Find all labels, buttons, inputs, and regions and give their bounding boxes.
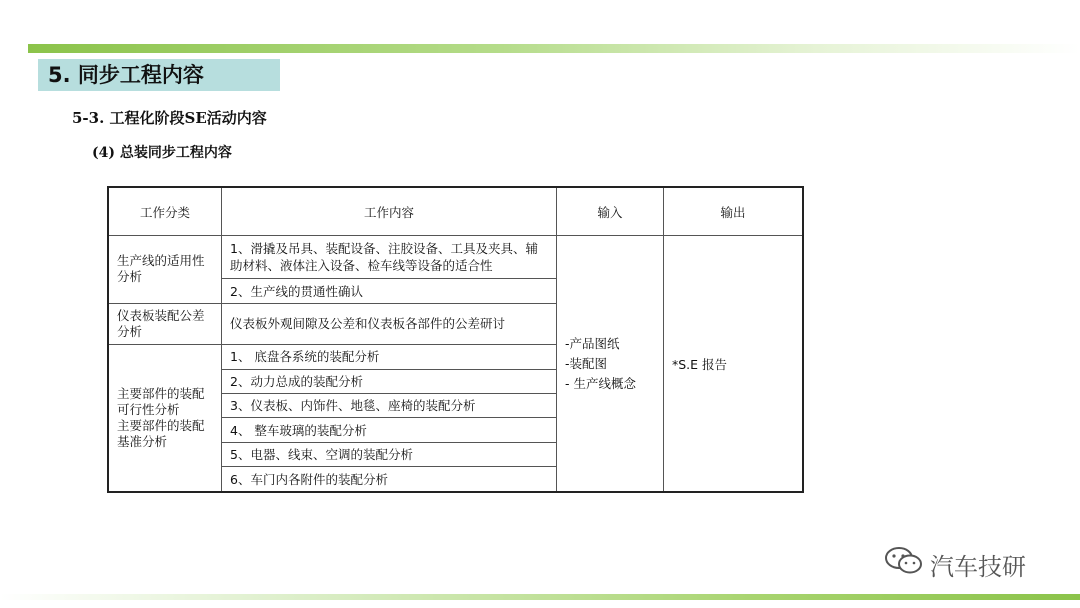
- content-cell: 1、滑撬及吊具、装配设备、注胶设备、工具及夹具、辅助材料、液体注入设备、检车线等设备的适合性: [222, 236, 557, 279]
- category-cell: [108, 345, 222, 492]
- watermark-text: 汽车技研: [930, 552, 1026, 581]
- content-cell: 3、仪表板、内饰件、地毯、座椅的装配分析: [222, 393, 557, 417]
- bottom-accent-bar: [0, 594, 1080, 600]
- watermark: [884, 545, 1026, 583]
- content-cell: 5、电器、线束、空调的装配分析: [222, 442, 557, 466]
- input-cell: [557, 236, 664, 493]
- category-line: 主要部件的装配可行性分析: [117, 386, 205, 418]
- content-cell: 2、生产线的贯通性确认: [222, 279, 557, 303]
- input-item: -产品图纸: [565, 335, 620, 351]
- header-output: 输出: [664, 187, 804, 236]
- header-input: 输入: [557, 187, 664, 236]
- table-header-row: [108, 187, 803, 236]
- input-item: - 生产线概念: [565, 375, 636, 391]
- wechat-icon: [884, 545, 924, 583]
- assembly-se-table: [107, 186, 804, 493]
- subtitle: 5-3. 工程化阶段SE活动内容: [72, 109, 267, 127]
- content-cell: 1、 底盘各系统的装配分析: [222, 345, 557, 369]
- output-cell: *S.E 报告: [664, 236, 804, 493]
- category-cell: 生产线的适用性分析: [108, 236, 222, 304]
- top-accent-bar: [28, 44, 1080, 53]
- content-cell: 2、动力总成的装配分析: [222, 369, 557, 393]
- section-heading: (4) 总装同步工程内容: [92, 145, 232, 161]
- header-content: 工作内容: [222, 187, 557, 236]
- category-cell: 仪表板装配公差分析: [108, 303, 222, 344]
- content-cell: 6、车门内各附件的装配分析: [222, 467, 557, 492]
- table-row: [108, 236, 803, 279]
- page-title: 5. 同步工程内容: [38, 59, 280, 91]
- header-category: 工作分类: [108, 187, 222, 236]
- input-item: -装配图: [565, 355, 608, 371]
- category-line: 主要部件的装配基准分析: [117, 418, 205, 450]
- content-cell: 4、 整车玻璃的装配分析: [222, 418, 557, 442]
- content-cell: 仪表板外观间隙及公差和仪表板各部件的公差研讨: [222, 303, 557, 344]
